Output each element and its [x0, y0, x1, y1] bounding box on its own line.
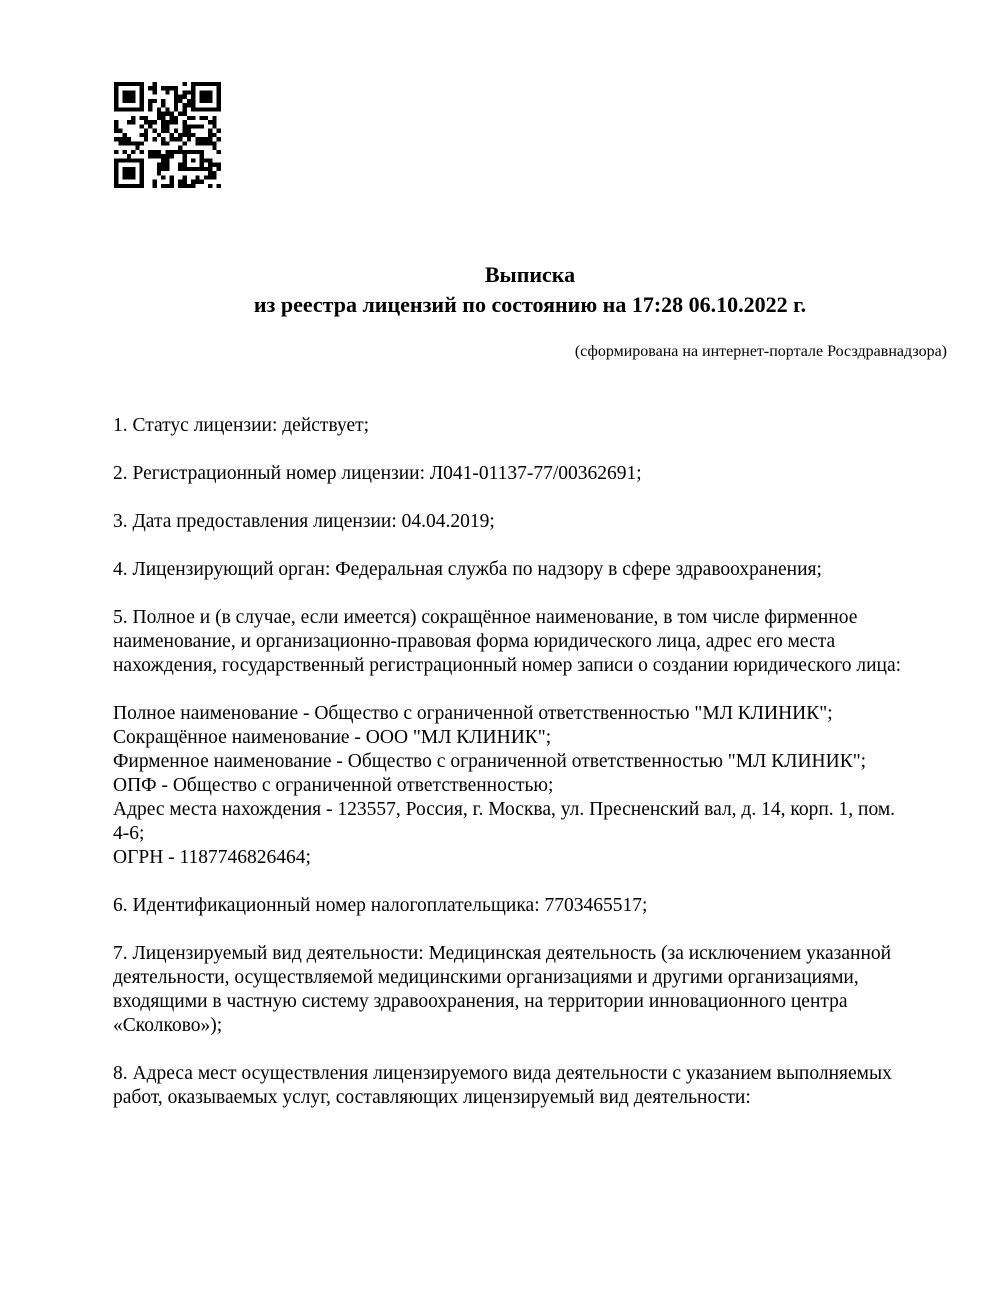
paragraph-activity-addresses-intro: 8. Адреса мест осуществления лицензируемого вида деятельности с указанием выполняемых работ, оказываемых услуг, составляющих лицензируемый вид деятельности:: [113, 1063, 892, 1108]
title-line1: Выписка: [484, 262, 576, 287]
paragraph-license-status: 1. Статус лицензии: действует;: [113, 415, 370, 436]
document-title: [113, 260, 947, 320]
org-details-block: [113, 702, 906, 870]
document-body: [113, 414, 906, 1134]
paragraph-inn: 6. Идентификационный номер налогоплательщика: 7703465517;: [113, 895, 648, 916]
paragraph-license-number: 2. Регистрационный номер лицензии: Л041-01137-77/00362691;: [113, 463, 642, 484]
org-short-name: Сокращённое наименование - ООО "МЛ КЛИНИК";: [113, 727, 552, 748]
paragraph-license-date: 3. Дата предоставления лицензии: 04.04.2019;: [113, 511, 495, 532]
qr-code-icon: [114, 82, 221, 188]
title-line2: из реестра лицензий по состоянию на 17:28 06.10.2022 г.: [253, 292, 807, 317]
paragraph-licensing-authority: 4. Лицензирующий орган: Федеральная служба по надзору в сфере здравоохранения;: [113, 559, 822, 580]
org-full-name: Полное наименование - Общество с ограниченной ответственностью "МЛ КЛИНИК";: [113, 703, 833, 724]
org-legal-form: ОПФ - Общество с ограниченной ответственностью;: [113, 775, 554, 796]
paragraph-licensed-activity: 7. Лицензируемый вид деятельности: Медицинская деятельность (за исключением указанной деятельности, осуществляемой медицинскими организациями и другими организациями, входящими в частную систему здравоохранения, на территории инновационного центра «Сколково»);: [113, 943, 892, 1036]
org-brand-name: Фирменное наименование - Общество с ограниченной ответственностью "МЛ КЛИНИК";: [113, 751, 867, 772]
paragraph-org-names-intro: 5. Полное и (в случае, если имеется) сокращённое наименование, в том числе фирменное наименование, и организационно-правовая форма юридического лица, адрес его места нахождения, государственный регистрационный номер записи о создании юридического лица:: [113, 607, 902, 676]
document-subtitle: (сформирована на интернет-портале Росздравнадзора): [574, 343, 947, 360]
org-address: Адрес места нахождения - 123557, Россия, г. Москва, ул. Пресненский вал, д. 14, корп. 1, пом. 4-6;: [113, 799, 896, 844]
org-ogrn: ОГРН - 1187746826464;: [113, 847, 311, 868]
